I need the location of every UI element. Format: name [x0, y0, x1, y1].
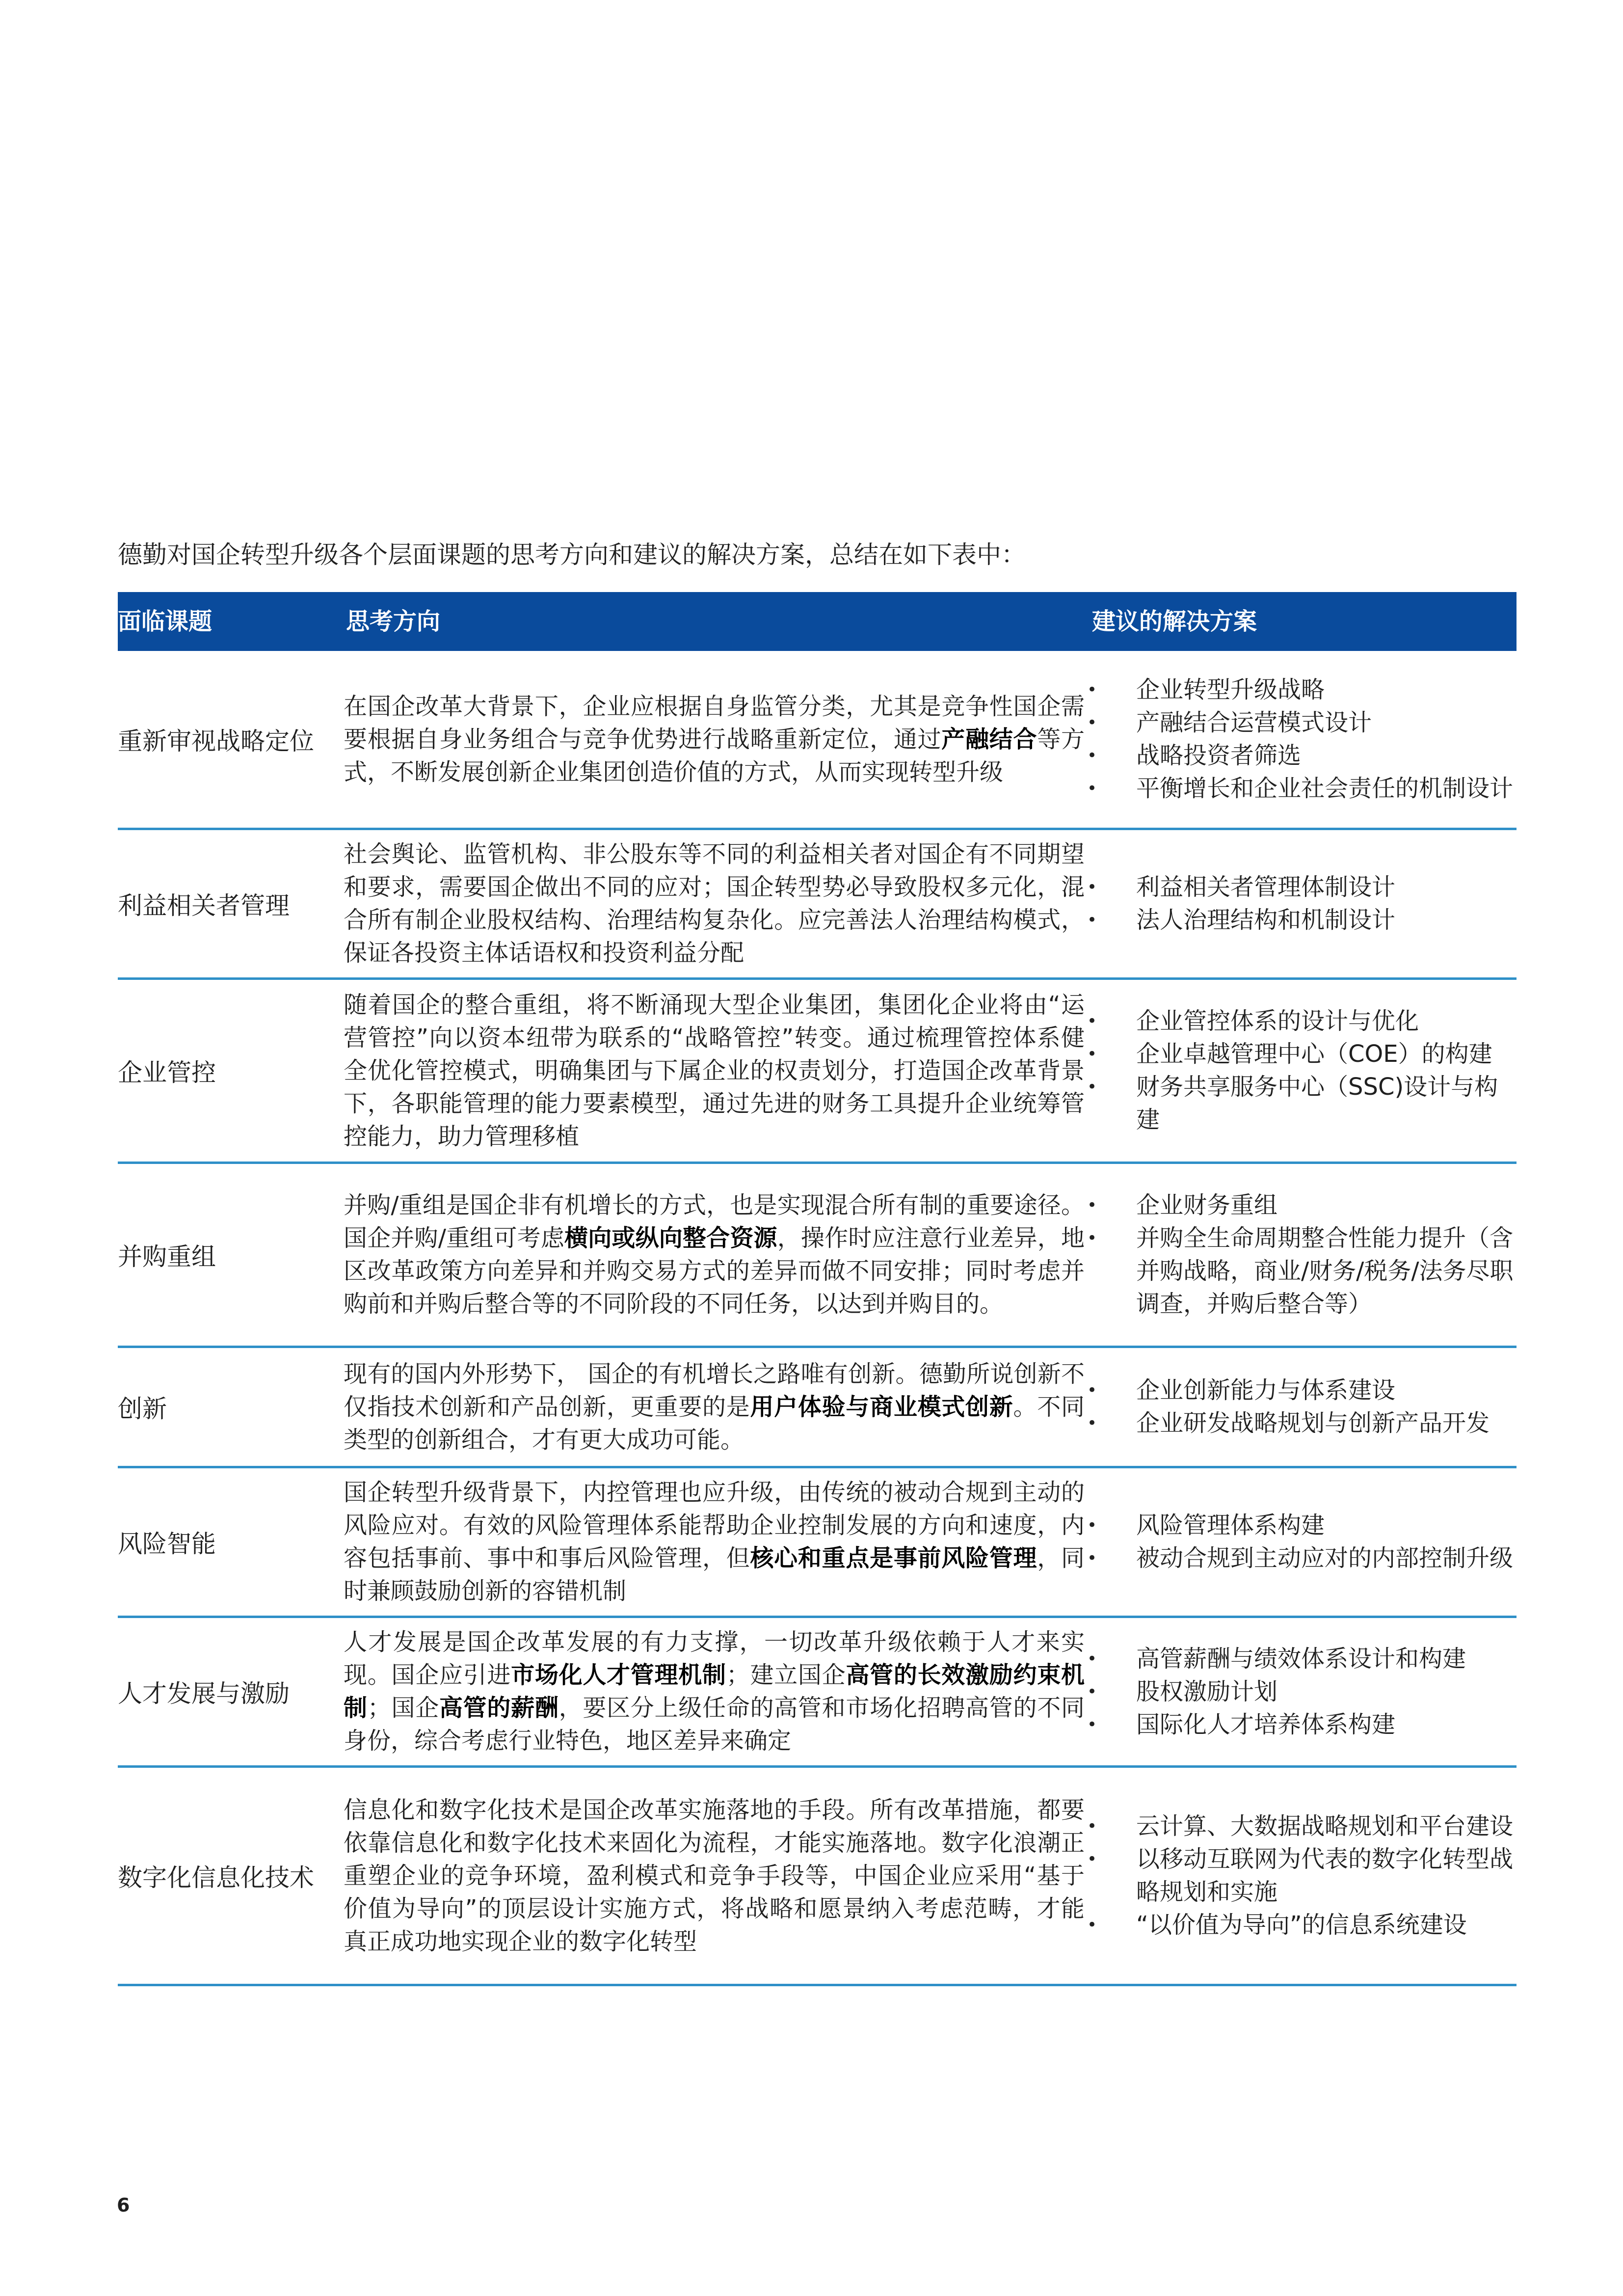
table-row [118, 651, 1517, 830]
text-segment: ；建立国企 [726, 1661, 846, 1689]
row-solutions [1087, 1468, 1521, 1616]
solution-list [1087, 1509, 1521, 1575]
row-direction [344, 980, 1085, 1162]
text-segment: ，同时兼顾鼓励创新的容错机制 [344, 1544, 1085, 1605]
row-topic: 并购重组 [118, 1243, 216, 1271]
text-segment: ，操作时应注意行业差异，地区改革政策方向差异和并购交易方式的差异而做不同安排；同时考虑并购前和并购后整合等的不同阶段的不同任务，以达到并购目的。 [344, 1224, 1085, 1318]
solution-item: • 财务共享服务中心（SSC)设计与构建 [1087, 1071, 1521, 1136]
solution-item: • 法人治理结构和机制设计 [1087, 904, 1521, 937]
emphasis-text: 核心和重点是事前风险管理 [750, 1544, 1038, 1572]
text-segment: 等方式，不断发展创新企业集团创造价值的方式，从而实现转型升级 [344, 725, 1085, 786]
row-solutions [1087, 1768, 1521, 1984]
direction-text [344, 690, 1085, 789]
row-direction [344, 1164, 1085, 1346]
text-segment: 并购/重组是国企非有机增长的方式，也是实现混合所有制的重要途径。国企并购/重组可考虑 [344, 1191, 1085, 1252]
emphasis-text: 高管的长效激励约束机制 [344, 1661, 1085, 1722]
text-segment: 社会舆论、监管机构、非公股东等不同的利益相关者对国企有不同期望和要求，需要国企做出不同的应对；国企转型势必导致股权多元化，混合所有制企业股权结构、治理结构复杂化。应完善法人治理结构模式，保证各投资主体话语权和投资利益分配 [344, 840, 1085, 967]
row-topic: 风险智能 [118, 1530, 216, 1558]
table-row [118, 980, 1517, 1164]
row-direction [344, 1468, 1085, 1616]
solution-list [1087, 1643, 1521, 1741]
solution-item: • 战略投资者筛选 [1087, 739, 1521, 772]
solution-list [1087, 674, 1521, 805]
row-solutions [1087, 980, 1521, 1162]
solution-item: • 产融结合运营模式设计 [1087, 706, 1521, 739]
row-direction [344, 651, 1085, 828]
row-topic: 企业管控 [118, 1058, 216, 1087]
solution-item: • 企业财务重组 [1087, 1189, 1521, 1222]
text-segment: 国企转型升级背景下，内控管理也应升级，由传统的被动合规到主动的风险应对。有效的风险管理体系能帮助企业控制发展的方向和速度，内容包括事前、事中和事后风险管理，但 [344, 1479, 1085, 1572]
emphasis-text: 用户体验与商业模式创新 [750, 1393, 1013, 1421]
solution-list [1087, 1189, 1521, 1321]
row-solutions [1087, 1348, 1521, 1466]
solution-list [1087, 1374, 1521, 1440]
table-row [118, 1164, 1517, 1348]
solution-item: • 企业管控体系的设计与优化 [1087, 1005, 1521, 1038]
solution-item: • 平衡增长和企业社会责任的机制设计 [1087, 772, 1521, 805]
row-direction [344, 1618, 1085, 1765]
direction-text [344, 1358, 1085, 1457]
page-number: 6 [117, 2194, 130, 2216]
text-segment: 现有的国内外形势下， 国企的有机增长之路唯有创新。德勤所说创新不仅指技术创新和产品创新，更重要的是 [344, 1360, 1085, 1421]
row-direction [344, 1348, 1085, 1466]
text-segment: ；国企 [367, 1694, 439, 1722]
direction-text [344, 1794, 1085, 1958]
direction-text [344, 1189, 1085, 1321]
direction-text [344, 1476, 1085, 1608]
solutions-table [118, 592, 1517, 1986]
row-solutions [1087, 651, 1521, 828]
solution-list [1087, 1005, 1521, 1136]
table-row [118, 1768, 1517, 1986]
solution-item: • 国际化人才培养体系构建 [1087, 1708, 1521, 1741]
header-topic: 面临课题 [118, 608, 213, 635]
row-solutions [1087, 1618, 1521, 1765]
direction-text [344, 838, 1085, 970]
text-segment: 。不同类型的创新组合，才有更大成功可能。 [344, 1393, 1085, 1454]
text-segment: 在国企改革大背景下，企业应根据自身监管分类，尤其是竞争性国企需要根据自身业务组合与竞争优势进行战略重新定位，通过 [344, 692, 1085, 753]
text-segment: 信息化和数字化技术是国企改革实施落地的手段。所有改革措施，都要依靠信息化和数字化技术来固化为流程，才能实施落地。数字化浪潮正重塑企业的竞争环境，盈利模式和竞争手段等，中国企业应采用“基于价值为导向”的顶层设计实施方式，将战略和愿景纳入考虑范畴，才能真正成功地实现企业的数字化转型 [344, 1796, 1085, 1955]
solution-item: • 被动合规到主动应对的内部控制升级 [1087, 1542, 1521, 1575]
direction-text [344, 989, 1085, 1153]
solution-item: • 利益相关者管理体制设计 [1087, 871, 1521, 904]
table-row [118, 830, 1517, 980]
text-segment: ，要区分上级任命的高管和市场化招聘高管的不同身份，综合考虑行业特色，地区差异来确定 [344, 1694, 1085, 1755]
solution-item: • 企业卓越管理中心（COE）的构建 [1087, 1038, 1521, 1071]
row-topic: 创新 [118, 1395, 167, 1423]
solution-item: • 股权激励计划 [1087, 1675, 1521, 1708]
table-header [118, 592, 1517, 651]
header-direction: 思考方向 [346, 608, 441, 635]
row-topic: 人才发展与激励 [118, 1679, 290, 1708]
solution-item: • 高管薪酬与绩效体系设计和构建 [1087, 1643, 1521, 1675]
table-row [118, 1468, 1517, 1618]
text-segment: 随着国企的整合重组，将不断涌现大型企业集团，集团化企业将由“运营管控”向以资本纽带为联系的“战略管控”转变。通过梳理管控体系健全优化管控模式，明确集团与下属企业的权责划分，打造国企改革背景下，各职能管理的能力要素模型，通过先进的财务工具提升企业统筹管控能力，助力管理移植 [344, 991, 1085, 1150]
intro-text: 德勤对国企转型升级各个层面课题的思考方向和建议的解决方案，总结在如下表中： [118, 540, 1026, 569]
row-topic: 重新审视战略定位 [118, 727, 314, 756]
solution-item: • 并购全生命周期整合性能力提升（含并购战略，商业/财务/税务/法务尽职调查，并购后整合等） [1087, 1222, 1521, 1321]
table-row [118, 1618, 1517, 1768]
emphasis-text: 产融结合 [941, 725, 1038, 753]
row-topic: 数字化信息化技术 [118, 1864, 314, 1892]
emphasis-text: 横向或纵向整合资源 [564, 1224, 777, 1252]
direction-text [344, 1626, 1085, 1757]
solution-item: • “以价值为导向”的信息系统建设 [1087, 1909, 1521, 1942]
emphasis-text: 市场化人才管理机制 [511, 1661, 726, 1689]
table-row [118, 1348, 1517, 1468]
emphasis-text: 高管的薪酬 [439, 1694, 559, 1722]
row-topic: 利益相关者管理 [118, 891, 290, 920]
solution-item: • 企业创新能力与体系建设 [1087, 1374, 1521, 1407]
row-direction [344, 1768, 1085, 1984]
solution-item: • 风险管理体系构建 [1087, 1509, 1521, 1542]
text-segment: 人才发展是国企改革发展的有力支撑，一切改革升级依赖于人才来实现。国企应引进 [344, 1628, 1085, 1689]
row-direction [344, 830, 1085, 977]
solution-item: • 企业研发战略规划与创新产品开发 [1087, 1407, 1521, 1440]
solution-list [1087, 1810, 1521, 1942]
header-solution: 建议的解决方案 [1092, 608, 1257, 635]
solution-list [1087, 871, 1521, 937]
solution-item: • 企业转型升级战略 [1087, 674, 1521, 706]
solution-item: • 以移动互联网为代表的数字化转型战略规划和实施 [1087, 1843, 1521, 1909]
solution-item: • 云计算、大数据战略规划和平台建设 [1087, 1810, 1521, 1843]
row-solutions [1087, 1164, 1521, 1346]
row-solutions [1087, 830, 1521, 977]
